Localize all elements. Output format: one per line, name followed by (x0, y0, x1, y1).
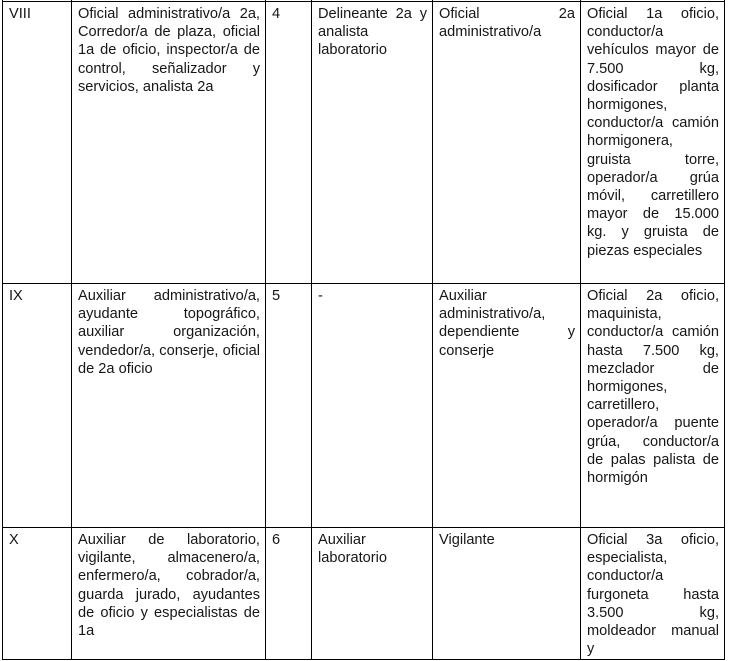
cell-text: Oficial 1a oficio, conductor/a vehículos mayor de 7.500 kg, dosificador planta hormigones, conductor/a camión hormigonera, gruista torre, operador/a grúa móvil, carretillero mayor de 15.000 kg. y gruista de piezas especiales (587, 6, 719, 259)
cell-text: Auxiliar laboratorio (318, 532, 387, 567)
cell-text: X (9, 532, 19, 548)
cell-text: Auxiliar administrativo/a, ayudante topográfico, auxiliar organización, vendedor/a, conserje, oficial de 2a oficio (78, 288, 260, 377)
table-cell-categories (72, 284, 266, 528)
table-cell (581, 284, 725, 528)
table-cell-level (3, 284, 72, 528)
table-row (3, 2, 725, 284)
classification-table (2, 0, 725, 660)
cell-text: 5 (272, 288, 281, 304)
table-cell (581, 2, 725, 284)
cell-text: Vigilante (439, 532, 495, 548)
cell-text: Oficial 2a oficio, maquinista, conductor/a camión hasta 7.500 kg, mezclador de hormigones, carretillero, operador/a puente grúa, conductor/a de palas palista de hormigón (587, 288, 719, 487)
table-cell-level (3, 2, 72, 284)
cell-text: Oficial 3a oficio, especialista, conductor/a furgoneta hasta 3.500 kg, moldeador manual y (587, 532, 719, 658)
table-cell (581, 528, 725, 660)
cell-text: - (318, 288, 323, 304)
table-cell (312, 528, 433, 660)
table-cell (433, 528, 581, 660)
cell-text: IX (9, 288, 23, 304)
cell-text: VIII (9, 6, 31, 22)
table-cell-categories (72, 2, 266, 284)
table-row (3, 528, 725, 660)
table-cell-group-number (266, 284, 312, 528)
cell-text: 4 (272, 6, 281, 22)
table-cell-group-number (266, 2, 312, 284)
table-cell (312, 2, 433, 284)
table-cell (312, 284, 433, 528)
table-cell (433, 2, 581, 284)
table-row (3, 284, 725, 528)
cell-text: Oficial administrativo/a 2a, Corredor/a de plaza, oficial 1a de oficio, inspector/a de control, señalizador y servicios, analista 2a (78, 6, 260, 95)
table-cell-group-number (266, 528, 312, 660)
cell-text: Oficial 2a administrativo/a (439, 6, 575, 41)
cell-text: Auxiliar de laboratorio, vigilante, almacenero/a, enfermero/a, cobrador/a, guarda jurado, ayudantes de oficio y especialistas de 1a (78, 532, 260, 640)
table-cell (433, 284, 581, 528)
table-cell-level (3, 528, 72, 660)
cell-text: 6 (272, 532, 281, 548)
table-cell-categories (72, 528, 266, 660)
cell-text: Delineante 2a y analista laboratorio (318, 6, 427, 59)
cell-text: Auxiliar administrativo/a, dependiente y conserje (439, 288, 575, 359)
